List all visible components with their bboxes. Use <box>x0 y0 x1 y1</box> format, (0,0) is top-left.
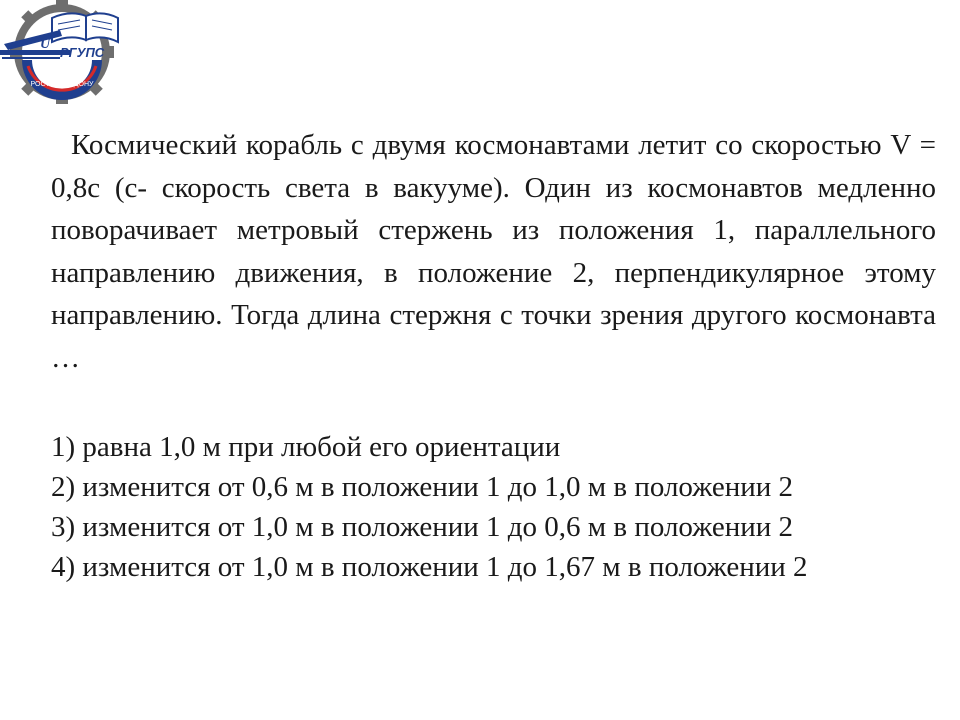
university-logo <box>0 0 140 112</box>
answer-option: 2) изменится от 0,6 м в положении 1 до 1,0 м в положении 2 <box>51 471 794 503</box>
svg-text:U: U <box>40 37 51 52</box>
answer-option: 3) изменится от 1,0 м в положении 1 до 0,6 м в положении 2 <box>51 511 794 543</box>
answer-option: 1) равна 1,0 м при любой его ориентации <box>51 431 561 463</box>
svg-text:РГУПС: РГУПС <box>60 45 105 60</box>
question-text: Космический корабль с двумя космонавтами летит со скоростью V = 0,8c (c- скорость света в вакууме). Один из космонавтов медленно поворачивает метровый стержень из положения 1, параллельного направлению движения, в положение 2, перпендикулярное этому направлению. Тогда длина стержня с точки зрения другого космонавта … <box>51 129 936 374</box>
answer-option: 4) изменится от 1,0 м в положении 1 до 1,67 м в положении 2 <box>51 551 808 583</box>
svg-text:РОСТОВ-НА-ДОНУ: РОСТОВ-НА-ДОНУ <box>30 81 94 88</box>
university-emblem-icon <box>0 0 140 112</box>
answer-options <box>51 427 936 587</box>
